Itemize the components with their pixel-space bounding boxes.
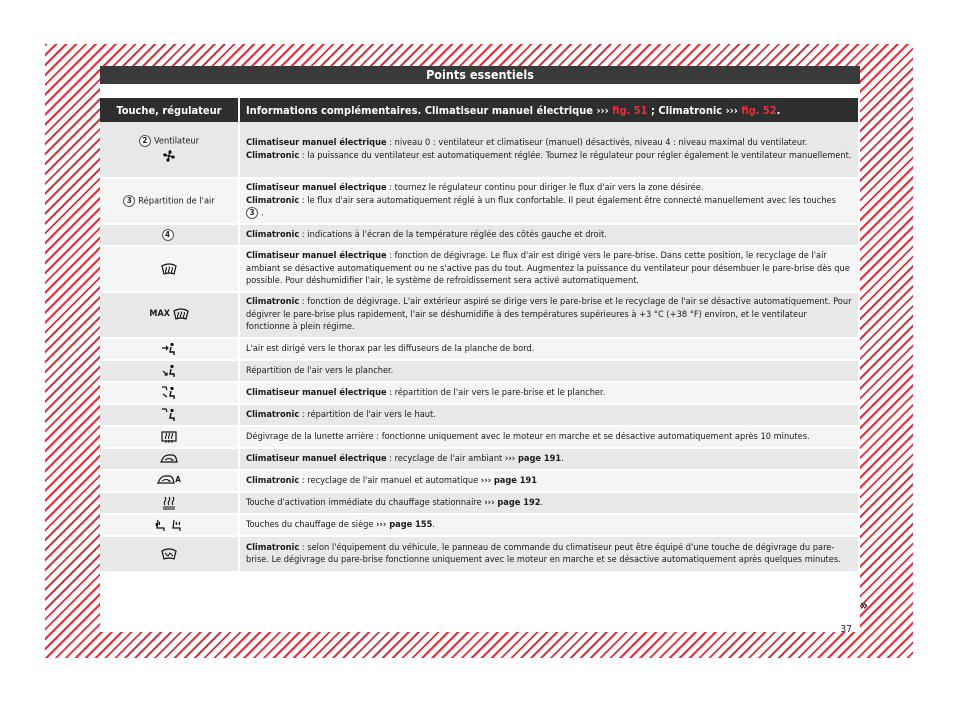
row-key: [100, 338, 239, 360]
auto-recirculation-icon: A: [157, 474, 181, 487]
table-row: [100, 514, 859, 536]
table-row: [100, 292, 859, 338]
row-key: [100, 178, 239, 224]
row-info: Climatronic : indications à l'écran de la température réglée des côtés gauche et droit.: [239, 224, 859, 246]
section-banner: Points essentiels: [100, 66, 860, 84]
page-191-link[interactable]: page 191: [491, 474, 538, 486]
air-recirculation-icon: [160, 453, 178, 465]
table-row: [100, 338, 859, 360]
row-info: Dégivrage de la lunette arrière : fonctionne uniquement avec le moteur en marche et se désactive automatiquement après 10 minutes.: [239, 426, 859, 448]
row-info: Climatiseur manuel électrique : répartition de l'air vers le pare-brise et le plancher.: [239, 382, 859, 404]
page-155-link[interactable]: page 155: [386, 518, 433, 530]
row-info: Touche d'activation immédiate du chauffage stationnaire ››› page 192.: [239, 492, 859, 514]
fan-icon: [161, 148, 177, 164]
row-key: [100, 426, 239, 448]
row-info: Répartition de l'air vers le plancher.: [239, 360, 859, 382]
row-key: [100, 224, 239, 246]
row-key: [100, 382, 239, 404]
row-info: Climatronic : selon l'équipement du véhicule, le panneau de commande du climatiseur peut être équipé d'une touche de dégivrage du pare-brise. Le dégivrage du pare-brise fonctionne uniquement avec le moteur en marche et se désactive automatiquement après quelques minutes.: [239, 536, 859, 572]
windshield-defrost-icon: [161, 263, 177, 275]
key-label: Ventilateur: [153, 135, 200, 147]
air-to-chest-icon: [161, 342, 177, 356]
table-row: [100, 246, 859, 292]
table-row: [100, 360, 859, 382]
row-info: Climatronic : recyclage de l'air manuel et automatique ››› page 191: [239, 470, 859, 492]
air-to-floor-icon: [161, 364, 177, 378]
table-row: [100, 224, 859, 246]
callout-number: 2: [139, 135, 151, 147]
table-row: [100, 536, 859, 572]
continue-marker: »: [859, 598, 868, 614]
row-key: [100, 360, 239, 382]
table-row: [100, 178, 859, 224]
row-info: Climatiseur manuel électrique : niveau 0 : ventilateur et climatiseur (manuel) désactivés, niveau 4 : niveau maximal du ventilateur. Climatronic : la puissance du ventilateur est automatiquement réglée. Tournez le régulateur pour régler également le ventilateur manuellement.: [239, 122, 859, 178]
table-row: [100, 492, 859, 514]
row-info: L'air est dirigé vers le thorax par les diffuseurs de la planche de bord.: [239, 338, 859, 360]
table-row: [100, 426, 859, 448]
max-defrost-icon: MAX: [149, 308, 188, 321]
page-192-link[interactable]: page 192: [494, 496, 541, 508]
table-row: [100, 382, 859, 404]
fig-52-link[interactable]: fig. 52: [737, 103, 777, 117]
rear-window-defrost-icon: [161, 430, 177, 444]
row-info: Climatronic : fonction de dégivrage. L'air extérieur aspiré se dirige vers le pare-brise et le recyclage de l'air se désactive automatiquement. Pour dégivrer le pare-brise plus rapidement, l'air se déshumidifie à des températures supérieures à +3 °C (+38 °F) environ, et le ventilateur fonctionne à plein régime.: [239, 292, 859, 338]
table-row: [100, 404, 859, 426]
callout-number: 4: [162, 229, 174, 241]
page-number: 37: [840, 624, 852, 635]
row-key: [100, 292, 239, 338]
row-key: [100, 122, 239, 178]
air-upper-icon: [161, 408, 177, 422]
row-info: Climatiseur manuel électrique : fonction de dégivrage. Le flux d'air est dirigé vers le pare-brise. Dans cette position, le recyclage de l'air ambiant se désactive automatiquement ou ne s'active pas du tout. Augmentez la puissance du ventilateur pour désembuer le pare-brise dès que possible. Pour déshumidifier l'air, le système de refroidissement sera activé automatiquement.: [239, 246, 859, 292]
page-sheet: [100, 66, 868, 635]
row-info: Climatronic : répartition de l'air vers le haut.: [239, 404, 859, 426]
table-row: [100, 122, 859, 178]
key-label: Répartition de l'air: [138, 195, 215, 206]
row-key: [100, 448, 239, 470]
row-info: Touches du chauffage de siège ››› page 155.: [239, 514, 859, 536]
controls-table: [100, 98, 860, 573]
parking-heater-icon: [162, 496, 176, 510]
table-header-row: [100, 98, 859, 122]
row-key: [100, 536, 239, 572]
row-key: [100, 492, 239, 514]
row-info: Climatiseur manuel électrique : tournez le régulateur continu pour diriger le flux d'air vers la zone désirée. Climatronic : le flux d'air sera automatiquement réglé à un flux confortable. Il peut également être connecté manuellement avec les touches 3 .: [239, 178, 859, 224]
row-key: [100, 470, 239, 492]
row-key: [100, 404, 239, 426]
table-row: [100, 448, 859, 470]
air-windshield-floor-icon: [161, 386, 177, 400]
heated-windshield-icon: [161, 548, 177, 560]
table-row: [100, 470, 859, 492]
header-info: Informations complémentaires. Climatiseur manuel électrique ››› fig. 51 ; Climatronic ››› fig. 52.: [239, 98, 859, 122]
fig-51-link[interactable]: fig. 51: [608, 103, 648, 117]
callout-number: 3: [123, 195, 135, 207]
row-key: [100, 514, 239, 536]
row-key: [100, 246, 239, 292]
page-191-link[interactable]: page 191: [515, 452, 562, 464]
row-info: Climatiseur manuel électrique : recyclage de l'air ambiant ››› page 191.: [239, 448, 859, 470]
seat-heating-icon: [154, 518, 184, 532]
header-key: Touche, régulateur: [100, 98, 239, 122]
callout-number: 3: [246, 207, 258, 219]
